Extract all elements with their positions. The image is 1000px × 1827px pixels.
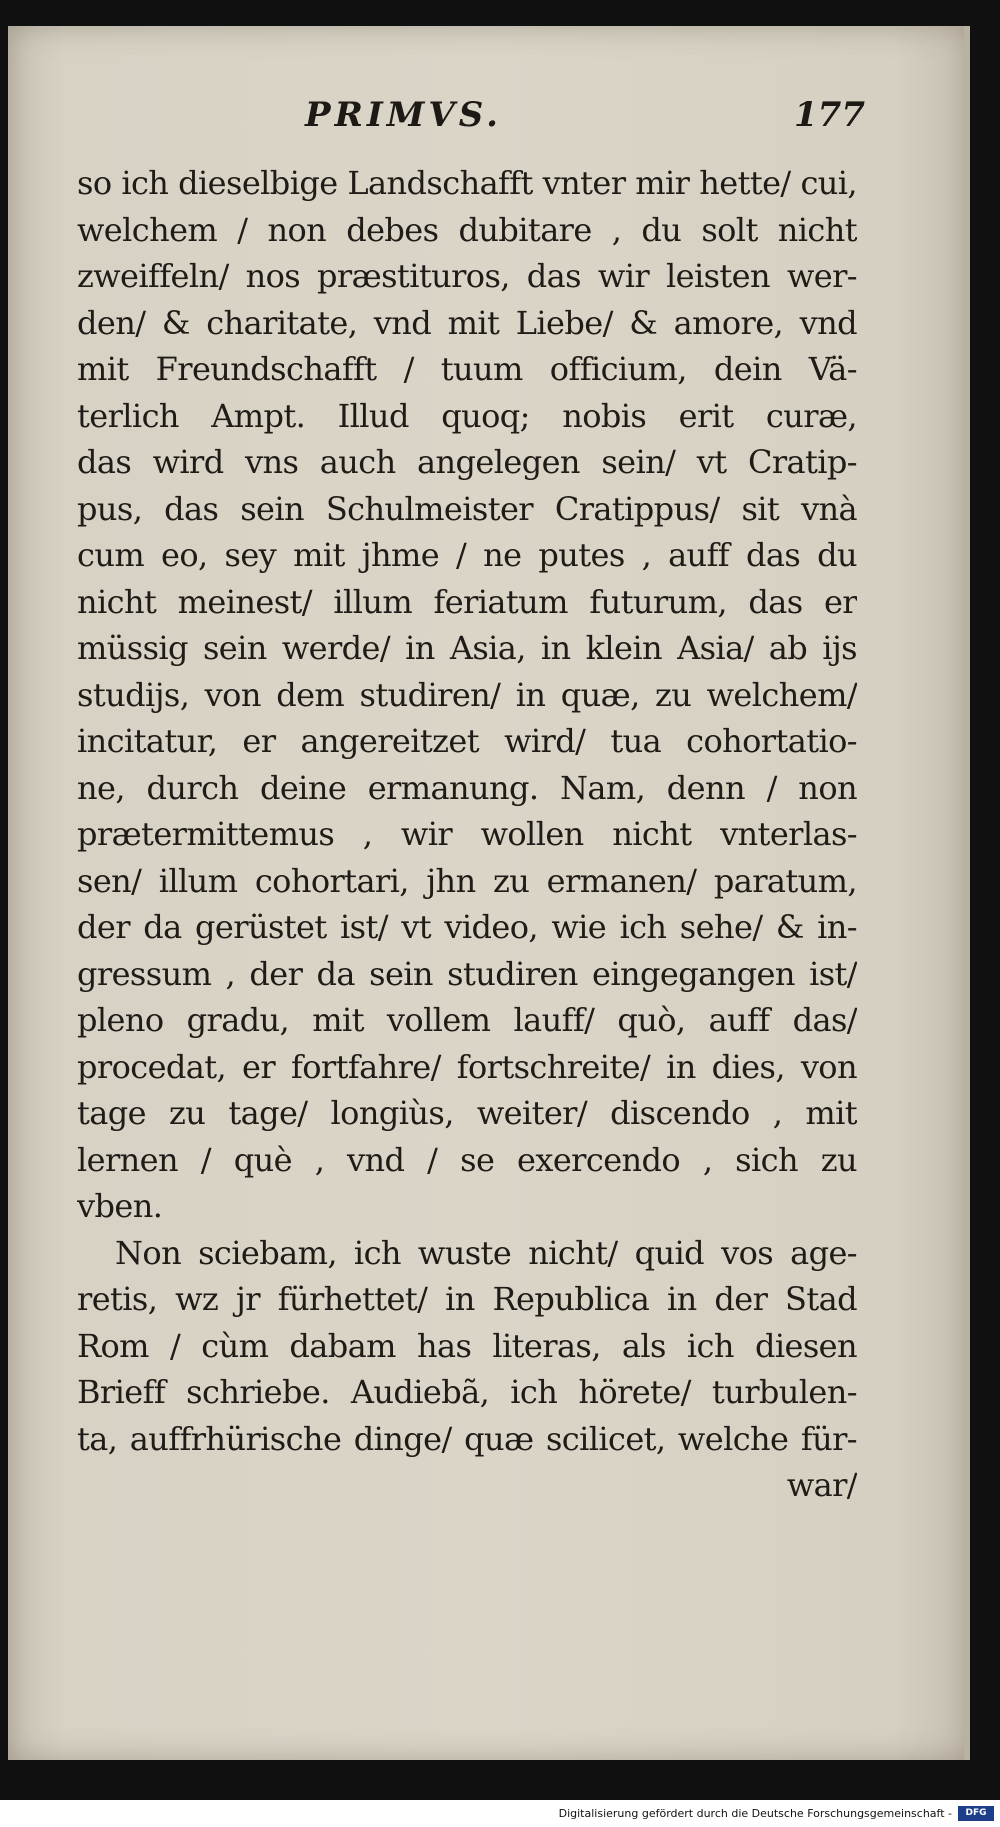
text-line: procedat, er fortfahre/ fortschreite/ in dies, von <box>77 1047 857 1086</box>
text-line: Rom / cùm dabam has literas, als ich diesen <box>77 1326 857 1365</box>
text-line: das wird vns auch angelegen sein/ vt Cratip- <box>77 443 857 481</box>
text-line: müssig sein werde/ in Asia, in klein Asia/ ab ijs <box>77 629 857 667</box>
running-head: PRIMVS. <box>305 95 502 135</box>
text-line: lernen / què , vnd / se exercendo , sich zu <box>77 1140 857 1179</box>
text-line: welchem / non debes dubitare , du solt nicht <box>77 210 857 249</box>
text-line: der da gerüstet ist/ vt video, wie ich sehe/ & in- <box>77 908 857 946</box>
text-line: mit Freundschafft / tuum officium, dein Vä- <box>77 350 857 388</box>
text-line: Brieff schriebe. Audiebã, ich hörete/ turbulen- <box>77 1373 857 1411</box>
text-line: Non sciebam, ich wuste nicht/ quid vos age- <box>115 1233 857 1272</box>
text-line: tage zu tage/ longiùs, weiter/ discendo , mit <box>77 1094 857 1132</box>
catchword: war/ <box>786 1466 857 1504</box>
text-line: incitatur, er angereitzet wird/ tua cohortatio- <box>77 722 857 760</box>
body-text <box>77 160 857 1509</box>
text-line: nicht meinest/ illum feriatum futurum, das er <box>77 582 857 621</box>
text-line: retis, wz jr fürhettet/ in Republica in der Stad <box>77 1280 857 1318</box>
text-line: sen/ illum cohortari, jhn zu ermanen/ paratum, <box>77 861 857 900</box>
text-line: zweiffeln/ nos præstituros, das wir leisten wer- <box>77 257 857 295</box>
text-line: prætermittemus , wir wollen nicht vnterlas- <box>77 815 857 853</box>
page-header <box>305 95 865 155</box>
text-line: cum eo, sey mit jhme / ne putes , auff das du <box>77 536 857 574</box>
dfg-logo: DFG <box>958 1806 994 1821</box>
text-line: ne, durch deine ermanung. Nam, denn / non <box>77 768 857 807</box>
text-line: ta, auffrhürische dinge/ quæ scilicet, welche für- <box>77 1419 857 1458</box>
text-line: terlich Ampt. Illud quoq; nobis erit curæ, <box>77 396 857 435</box>
text-line: pus, das sein Schulmeister Cratippus/ sit vnà <box>77 489 857 528</box>
text-line: studijs, von dem studiren/ in quæ, zu welchem/ <box>77 675 857 714</box>
digitization-credit: Digitalisierung gefördert durch die Deutsche Forschungsgemeinschaft - <box>558 1807 952 1820</box>
text-line: so ich dieselbige Landschafft vnter mir hette/ cui, <box>77 164 857 202</box>
text-line: gressum , der da sein studiren eingegangen ist/ <box>77 954 857 993</box>
page-number: 177 <box>794 95 865 135</box>
text-line: den/ & charitate, vnd mit Liebe/ & amore, vnd <box>77 303 857 342</box>
page-edge <box>964 26 970 1760</box>
text-line: pleno gradu, mit vollem lauff/ quò, auff das/ <box>77 1001 857 1039</box>
text-line: vben. <box>77 1187 163 1225</box>
